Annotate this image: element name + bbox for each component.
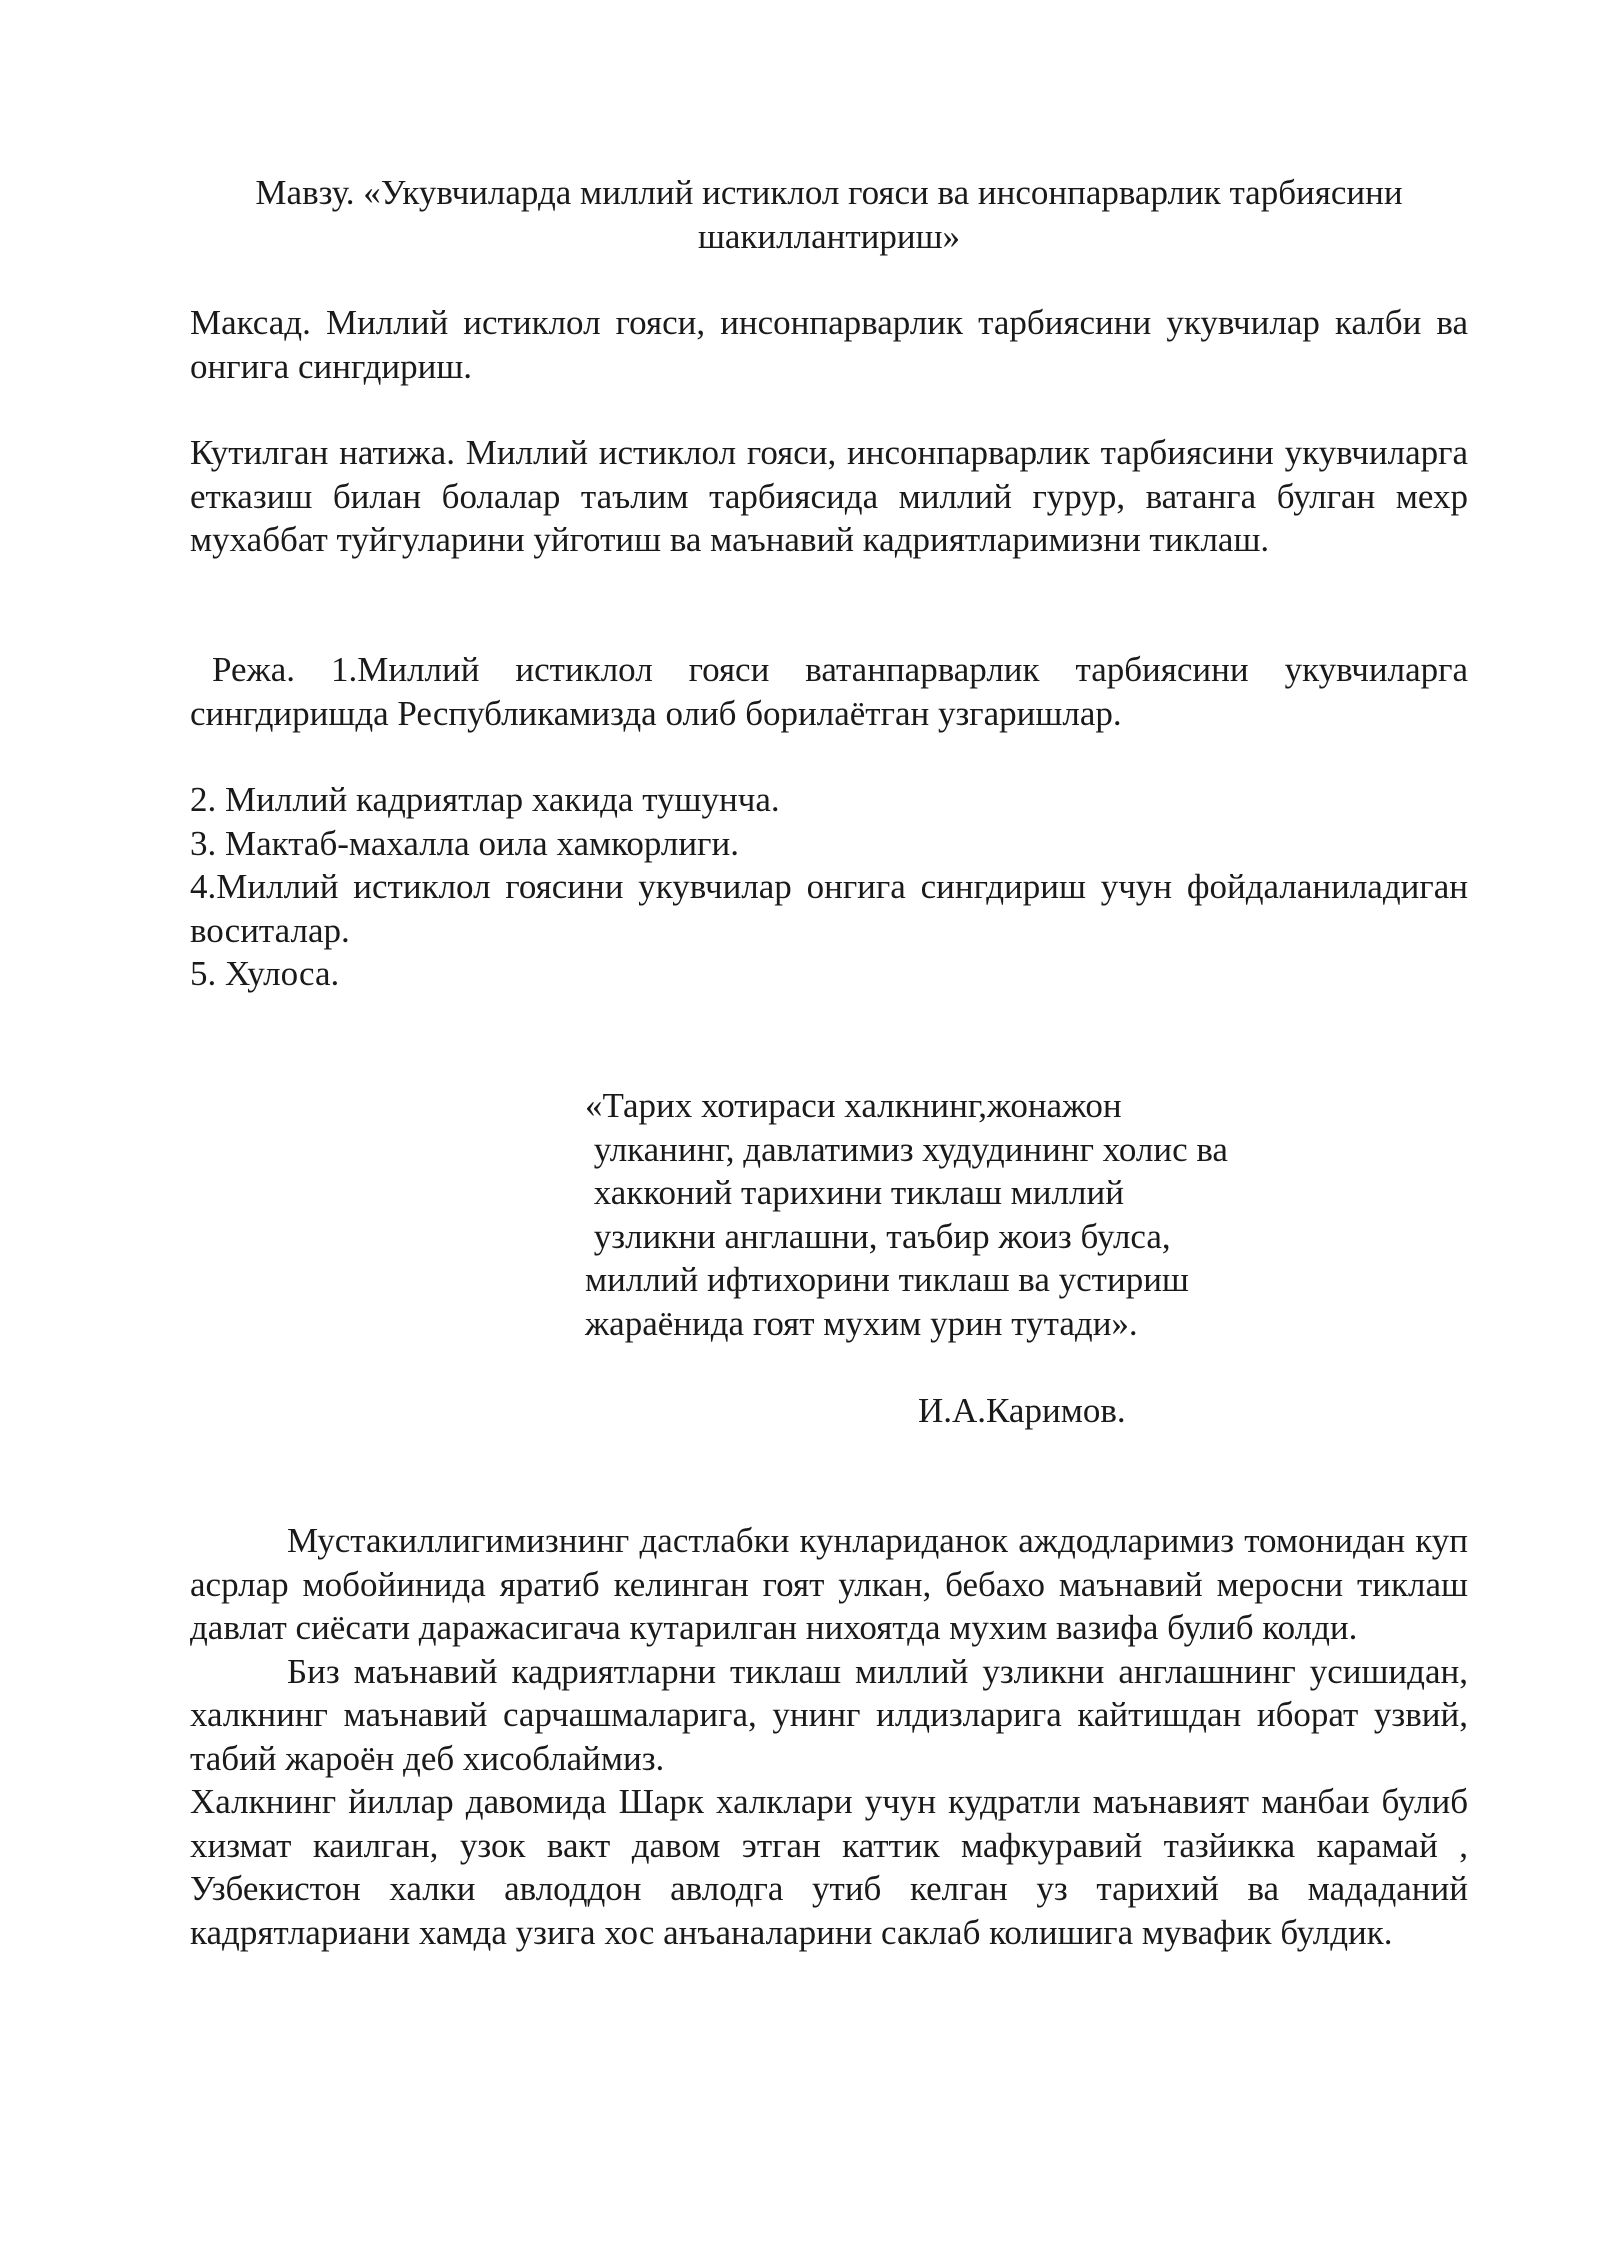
expected-result-paragraph <box>190 431 1468 562</box>
plan-item: 2. Миллий кадриятлар хакида тушунча. <box>190 780 780 819</box>
plan-list <box>190 778 1468 996</box>
expected-result-text: Кутилган натижа. Миллий истиклол гояси, инсонпарварлик тарбиясини укувчиларга етказиш билан болалар таълим тарбиясида миллий гурур, ватанга булган мехр мухаббат туйгуларини уйготиш ва маънавий кадриятларимизни тиклаш. <box>190 433 1468 559</box>
purpose-text: Максад. Миллий истиклол гояси, инсонпарварлик тарбиясини укувчилар калби ва онгига сингдириш. <box>190 303 1468 386</box>
plan-item: 3. Мактаб-махалла оила хамкорлиги. <box>190 823 739 863</box>
quote-line: «Тарих хотираси халкнинг,жонажон <box>585 1086 1122 1125</box>
quote-line: улканинг, давлатимиз худудининг холис ва <box>585 1129 1228 1169</box>
quote-line: узликни англашни, таъбир жоиз булса, <box>585 1216 1171 1256</box>
plan-intro-text: Режа. 1.Миллий истиклол гояси ватанпарварлик тарбиясини укувчиларга сингдиришда Республикамизда олиб борилаётган узгаришлар. <box>190 650 1468 733</box>
main-body <box>190 1519 1468 1954</box>
body-paragraph-2: Биз маънавий кадриятларни тиклаш миллий узликни англашнинг усишидан, халкнинг маънавий сарчашмаларига, унинг илдизларига кайтишдан иборат узвий, табий жароён деб хисоблаймиз. <box>190 1651 1468 1778</box>
body-paragraph-3: Халкнинг йиллар давомида Шарк халклари учун кудратли маънавият манбаи булиб хизмат каилган, узок вакт давом этган каттик мафкуравий тазйикка карамай , Узбекистон халки авлоддон авлодга утиб келган уз тарихий ва мададаний кадрятлариани хамда узига хос анъаналарини саклаб колишига мувафик булдик. <box>190 1782 1468 1952</box>
quote-line: хакконий тарихини тиклаш миллий <box>585 1173 1124 1212</box>
quote-line: жараёнида гоят мухим урин тутади». <box>585 1303 1138 1343</box>
plan-intro-paragraph <box>190 648 1468 735</box>
epigraph-quote <box>585 1084 1385 1345</box>
title-line-2: шакиллантириш» <box>697 216 961 256</box>
body-paragraph-1: Мустакиллигимизнинг дастлабки кунлариданок аждодларимиз томонидан куп асрлар мобойинида яратиб келинган гоят улкан, бебахо маънавий меросни тиклаш давлат сиёсати даражасигача кутарилган нихоятда мухим вазифа булиб колди. <box>190 1521 1468 1647</box>
quote-author: И.А.Каримов. <box>918 1391 1126 1430</box>
document-title <box>190 171 1468 258</box>
document-page <box>190 0 1468 2262</box>
quote-line: миллий ифтихорини тиклаш ва устириш <box>585 1260 1189 1299</box>
title-line-1: Мавзу. «Укувчиларда миллий истиклол гояси ва инсонпарварлик тарбиясини <box>255 173 1403 212</box>
plan-item: 5. Хулоса. <box>190 954 340 993</box>
plan-item: 4.Миллий истиклол гоясини укувчилар онгига сингдириш учун фойдаланиладиган воситалар. <box>190 867 1468 950</box>
purpose-paragraph <box>190 301 1468 388</box>
